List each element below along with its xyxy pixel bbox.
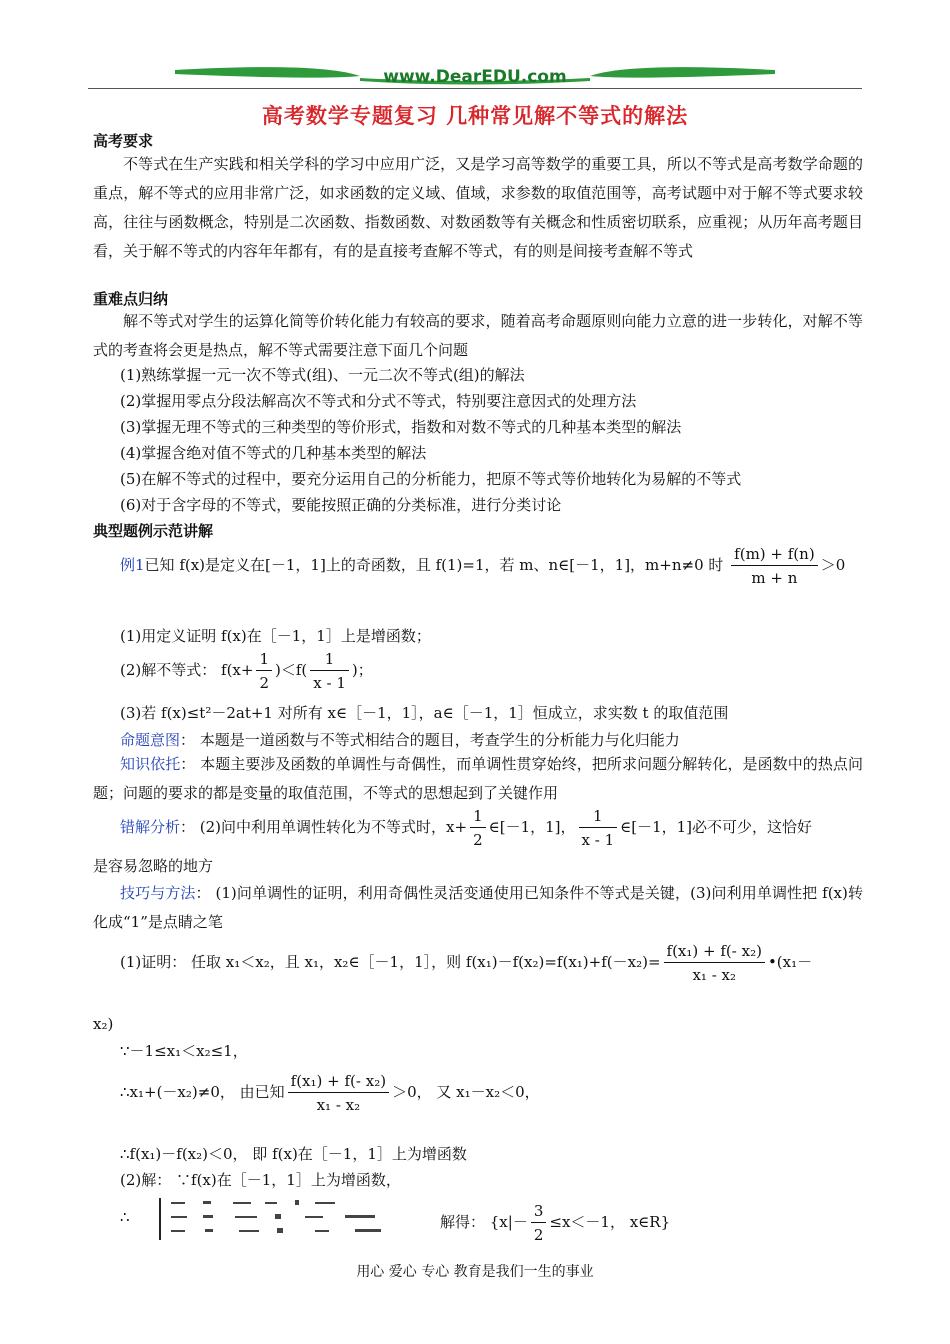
key-item-3: (3)掌握无理不等式的三种类型的等价形式，指数和对数不等式的几种基本类型的解法 — [120, 418, 682, 436]
intent-label: 命题意图 — [120, 731, 181, 749]
section-title-key-points: 重难点归纳 — [93, 290, 169, 308]
fraction: $\frac{\text{f(x₁) + f(- x₂)}}{\text{x₁ - x₂}}$ — [664, 942, 765, 984]
key-item-4: (4)掌握含绝对值不等式的几种基本类型的解法 — [120, 444, 427, 462]
error-label: 错解分析 — [120, 818, 181, 836]
solution-6-result: 解得： {x|－ $\frac{3}{2}$ ≤x＜－1， x∈R} — [440, 1202, 671, 1244]
intent-line: 命题意图： 本题是一道函数与不等式相结合的题目，考查学生的分析能力与化归能力 — [120, 731, 680, 749]
page-title: 高考数学专题复习 几种常见解不等式的解法 — [261, 103, 689, 128]
key-item-2: (2)掌握用零点分段法解高次不等式和分式不等式，特别要注意因式的处理方法 — [120, 392, 637, 410]
skill-para: 技巧与方法： (1)问单调性的证明，利用奇偶性灵活变通使用已知条件不等式是关键，(3)问利用单调性把 f(x)转化成“1”是点睛之笔 — [93, 884, 863, 931]
knowledge-label: 知识依托 — [120, 755, 181, 773]
error-analysis-line: 错解分析： (2)问中利用单调性转化为不等式时，x+ $\frac{1}{2}$ ∈[－1，1]， $\frac{1}{x - 1}$ ∈[－1，1]必不可少，这恰好 — [120, 807, 813, 849]
section-title-requirements: 高考要求 — [93, 132, 154, 150]
fraction: $\frac{1}{x - 1}$ — [310, 650, 349, 692]
fraction: $\frac{1}{2}$ — [256, 650, 272, 692]
skill-label: 技巧与方法 — [120, 884, 196, 902]
section-title-examples: 典型题例示范讲解 — [93, 522, 214, 540]
example-1-stem: 例1已知 f(x)是定义在[－1，1]上的奇函数，且 f(1)=1，若 m、n∈[－1，1]，m+n≠0 时 $\frac{f(m) + f(n)}{m + n}$ ＞0 — [120, 545, 846, 587]
knowledge-para: 知识依托： 本题主要涉及函数的单调性与奇偶性，而单调性贯穿始终，把所求问题分解转化，是函数中的热点问题；问题的要求的都是变量的取值范围，不等式的思想起到了关键作用 — [93, 755, 863, 802]
fraction: $\frac{1}{x - 1}$ — [579, 807, 618, 849]
requirements-body: 不等式在生产实践和相关学科的学习中应用广泛，又是学习高等数学的重要工具，所以不等式是高考数学命题的重点，解不等式的应用非常广泛，如求函数的定义域、值域，求参数的取值范围等，高考试题中对于解不等式要求较高，往往与函数概念，特别是二次函数、指数函数、对数函数等有关概念和性质密切联系，应重视；从历年高考题目看，关于解不等式的内容年年都有，有的是直接考查解不等式，有的则是间接考查解不等式 — [93, 155, 863, 260]
key-item-5: (5)在解不等式的过程中，要充分运用自己的分析能力，把原不等式等价地转化为易解的不等式 — [120, 470, 742, 488]
inequality-system-image — [155, 1196, 415, 1242]
fraction: $\frac{\text{f(x₁) + f(- x₂)}}{\text{x₁ - x₂}}$ — [288, 1072, 389, 1114]
example-label: 例1 — [120, 556, 145, 574]
solution-1: (1)证明： 任取 x₁＜x₂，且 x₁，x₂∈［－1，1］，则 f(x₁)－f(x₂)=f(x₁)+f(－x₂)= $\frac{\text{f(x₁) + f(- x₂)}}{\text{x₁ - x₂}}$ •(x₁－ — [120, 942, 813, 984]
solution-3: ∴x₁+(－x₂)≠0， 由已知 $\frac{\text{f(x₁) + f(- x₂)}}{\text{x₁ - x₂}}$ ＞0， 又 x₁－x₂＜0， — [120, 1072, 540, 1114]
key-item-1: (1)熟练掌握一元一次不等式(组)、一元二次不等式(组)的解法 — [120, 366, 525, 384]
solution-2: ∵－1≤x₁＜x₂≤1， — [120, 1042, 248, 1060]
solution-5: (2)解： ∵f(x)在［－1，1］上为增函数， — [120, 1171, 401, 1189]
error-analysis-cont: 是容易忽略的地方 — [93, 857, 214, 875]
question-2: (2)解不等式： f(x+ $\frac{1}{2}$ )＜f( $\frac{1}{x - 1}$ )； — [120, 650, 373, 692]
question-3: (3)若 f(x)≤t²－2at+1 对所有 x∈［－1，1］，a∈［－1，1］恒成立，求实数 t 的取值范围 — [120, 704, 729, 722]
example-stem-text: 已知 f(x)是定义在[－1，1]上的奇函数，且 f(1)=1，若 m、n∈[－1，1]，m+n≠0 时 — [144, 556, 724, 574]
solution-4: ∴f(x₁)－f(x₂)＜0， 即 f(x)在［－1，1］上为增函数 — [120, 1145, 467, 1163]
fraction: $\frac{f(m) + f(n)}{m + n}$ — [731, 545, 818, 587]
fraction: $\frac{1}{2}$ — [470, 807, 486, 849]
banner-text: www.DearEDU.com — [383, 67, 567, 87]
page-footer: 用心 爱心 专心 教育是我们一生的事业 — [356, 1264, 594, 1280]
header-rule — [88, 88, 862, 89]
key-item-6: (6)对于含字母的不等式，要能按照正确的分类标准，进行分类讨论 — [120, 496, 562, 514]
key-points-body: 解不等式对学生的运算化简等价转化能力有较高的要求，随着高考命题原则向能力立意的进一步转化，对解不等式的考查将会更是热点，解不等式需要注意下面几个问题 — [93, 312, 863, 359]
fraction: $\frac{3}{2}$ — [531, 1202, 547, 1244]
solution-1-cont: x₂) — [93, 1015, 114, 1033]
question-1: (1)用定义证明 f(x)在［－1，1］上是增函数； — [120, 627, 431, 645]
solution-therefore: ∴ — [120, 1208, 130, 1226]
